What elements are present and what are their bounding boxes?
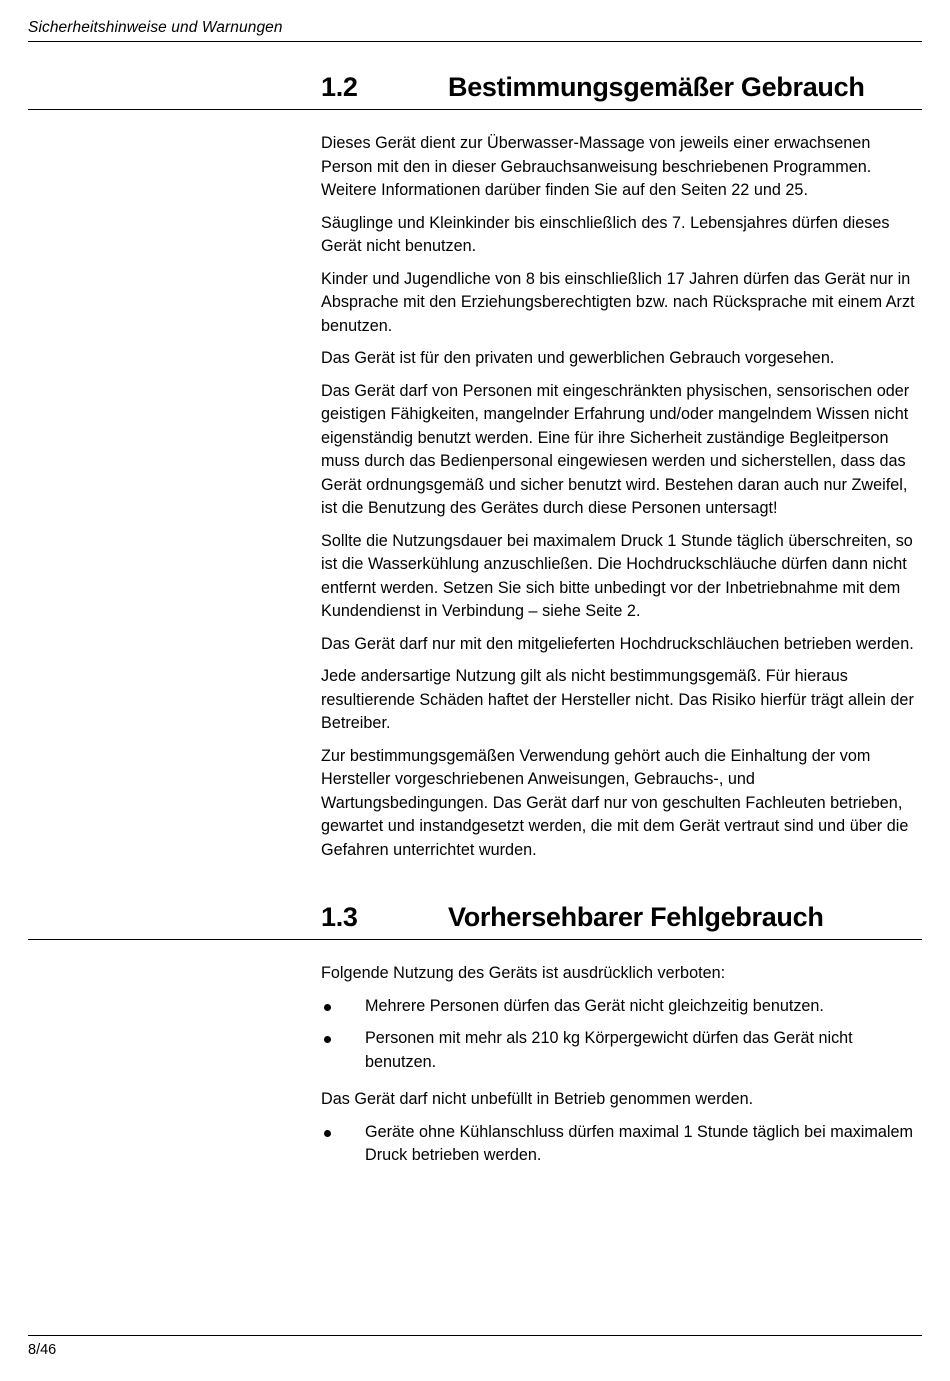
section-title: Vorhersehbarer Fehlgebrauch (448, 902, 824, 932)
list-item (321, 1027, 922, 1074)
section-1-3 (28, 902, 922, 1168)
section-1-2 (28, 72, 922, 862)
paragraph: Das Gerät ist für den privaten und gewerblichen Gebrauch vorgesehen. (321, 349, 835, 367)
running-header (28, 18, 922, 42)
section-body (28, 132, 922, 862)
page-content (28, 72, 922, 1177)
running-header-title: Sicherheitshinweise und Warnungen (28, 19, 283, 36)
footer-divider (28, 1335, 922, 1336)
section-number: 1.3 (321, 902, 358, 932)
list-item-text: Mehrere Personen dürfen das Gerät nicht gleichzeitig benutzen. (365, 996, 824, 1015)
paragraph: Das Gerät darf nur mit den mitgelieferten Hochdruckschläuchen betrieben werden. (321, 634, 914, 653)
section-number: 1.2 (321, 72, 358, 102)
list-item-text: Personen mit mehr als 210 kg Körpergewicht dürfen das Gerät nicht benutzen. (365, 1029, 853, 1071)
header-divider (28, 41, 922, 42)
list-item (321, 1121, 922, 1168)
paragraph: Das Gerät darf von Personen mit eingeschränkten physischen, sensorischen oder geistigen Fähigkeiten, mangelnder Erfahrung und/oder mangelndem Wissen nicht eigenständig benutzt werden. Eine für ihre Sicherheit zuständige Begleitperson muss durch das Bedienpersonal eingewiesen werden und sicherstellen, dass das Gerät ordnungsgemäß und sicher benutzt wird. Bestehen daran auch nur Zweifel, ist die Benutzung des Gerätes durch diese Personen untersagt! (321, 381, 910, 517)
paragraph: Sollte die Nutzungsdauer bei maximalem Druck 1 Stunde täglich überschreiten, so ist die Wasserkühlung anzuschließen. Die Hochdruckschläuche dürfen dann nicht entfernt werden. Setzen Sie sich bitte unbedingt vor der Inbetriebnahme mit dem Kundendienst in Verbindung – siehe Seite 2. (321, 531, 913, 620)
bullet-list (321, 1121, 922, 1168)
list-item-text: Geräte ohne Kühlanschluss dürfen maximal 1 Stunde täglich bei maximalem Druck betrieben werden. (365, 1122, 913, 1164)
paragraph: Das Gerät darf nicht unbefüllt in Betrieb genommen werden. (321, 1090, 754, 1108)
paragraph: Dieses Gerät dient zur Überwasser-Massage von jeweils einer erwachsenen Person mit den in dieser Gebrauchsanweisung beschriebenen Programmen. Weitere Informationen darüber finden Sie auf den Seiten 22 und 25. (321, 134, 872, 199)
section-heading (28, 902, 922, 940)
bullet-list (321, 995, 922, 1075)
section-body (28, 962, 922, 1168)
section-title: Bestimmungsgemäßer Gebrauch (448, 72, 865, 102)
page-number: 8/46 (28, 1342, 57, 1358)
page-footer (28, 1335, 922, 1359)
list-item (321, 995, 922, 1019)
bullet-dot-icon (324, 1130, 331, 1137)
paragraph: Kinder und Jugendliche von 8 bis einschließlich 17 Jahren dürfen das Gerät nur in Absprache mit den Erziehungsberechtigten bzw. nach Rücksprache mit einem Arzt benutzen. (321, 269, 915, 335)
paragraph: Folgende Nutzung des Geräts ist ausdrücklich verboten: (321, 964, 726, 982)
bullet-dot-icon (324, 1036, 331, 1043)
paragraph: Jede andersartige Nutzung gilt als nicht bestimmungsgemäß. Für hieraus resultierende Schäden haftet der Hersteller nicht. Das Risiko hierfür trägt allein der Betreiber. (321, 667, 914, 732)
paragraph: Zur bestimmungsgemäßen Verwendung gehört auch die Einhaltung der vom Hersteller vorgeschriebenen Anweisungen, Gebrauchs-, und Wartungsbedingungen. Das Gerät darf nur von geschulten Fachleuten betrieben, gewartet und instandgesetzt werden, die mit dem Gerät vertraut sind und über die Gefahren unterrichtet wurden. (321, 746, 909, 859)
bullet-dot-icon (324, 1004, 331, 1011)
paragraph: Säuglinge und Kleinkinder bis einschließlich des 7. Lebensjahres dürfen dieses Gerät nicht benutzen. (321, 213, 890, 255)
section-heading (28, 72, 922, 110)
